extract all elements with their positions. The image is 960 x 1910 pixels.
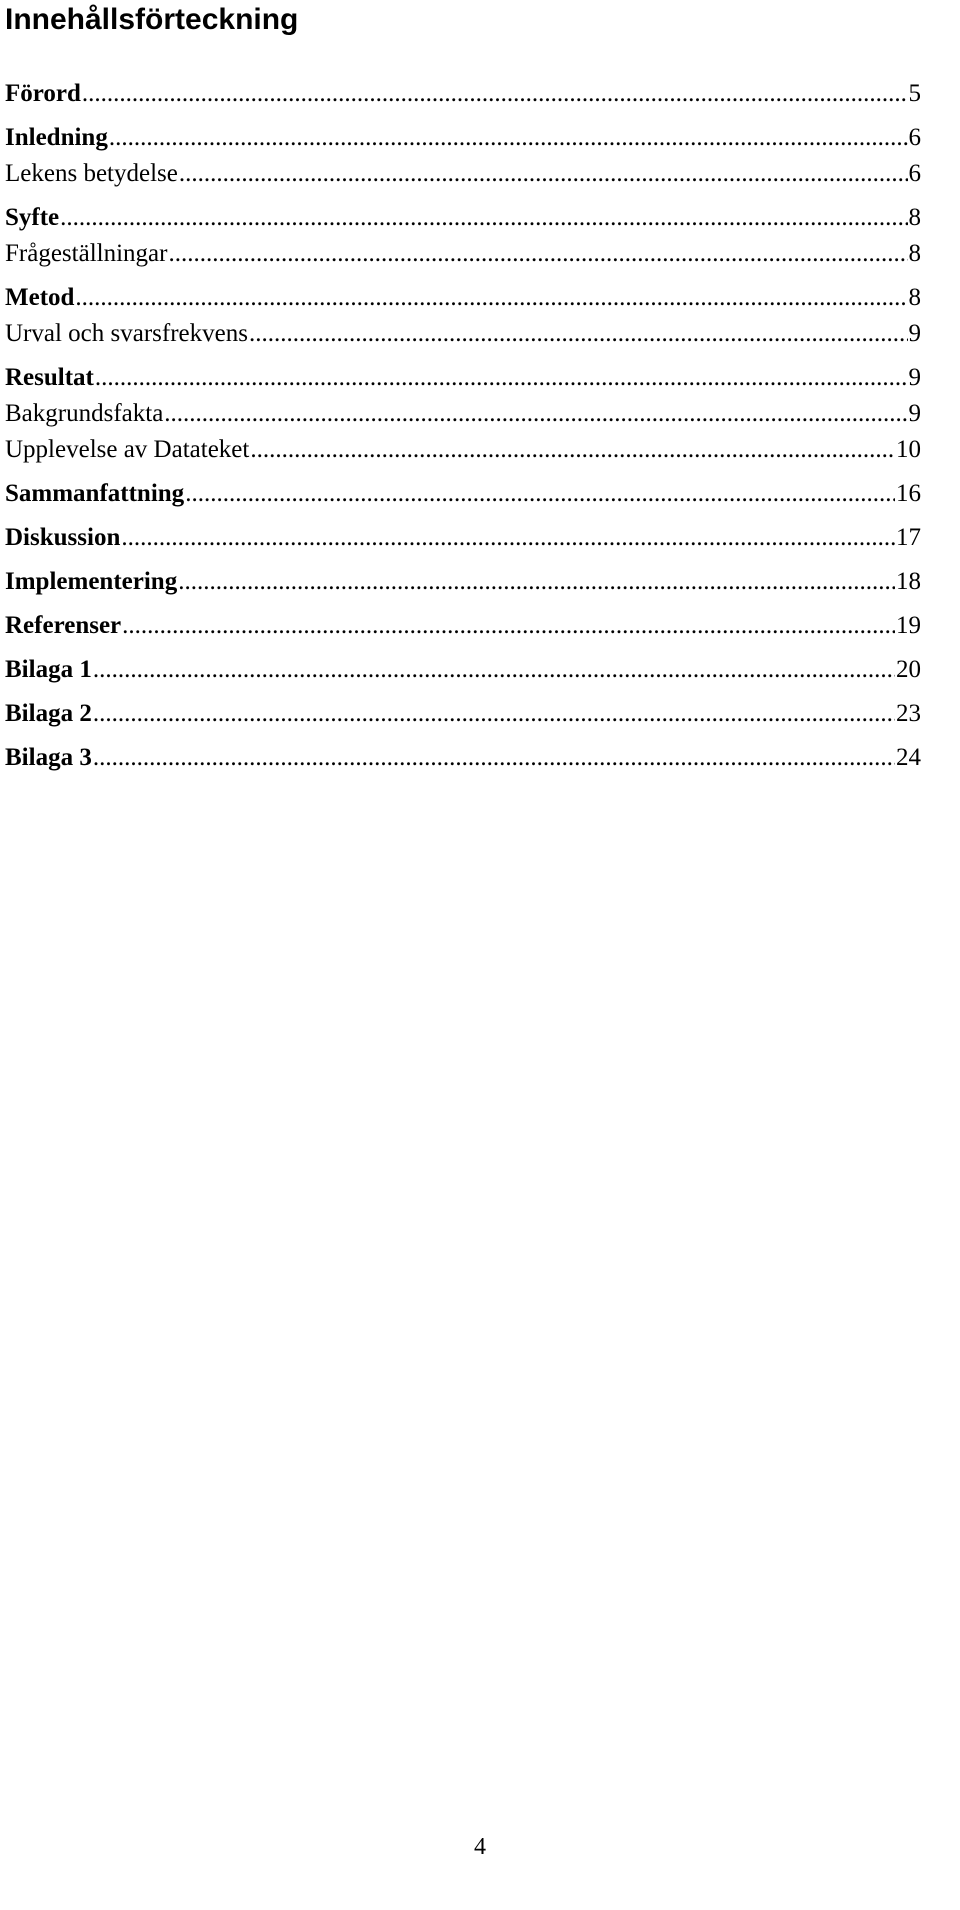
dot-leader (168, 236, 907, 272)
dot-leader (95, 360, 908, 396)
toc-entry-label: Urval och svarsfrekvens (5, 320, 248, 347)
toc-entry-page: 18 (896, 568, 921, 595)
dot-leader (164, 396, 907, 432)
toc-entry-label: Sammanfattning (5, 480, 185, 507)
toc-entry-page: 6 (908, 124, 921, 151)
toc-entry-label: Implementering (5, 568, 178, 595)
toc-entry-page: 17 (896, 524, 921, 551)
toc-entry-page: 19 (896, 612, 921, 639)
page-number: 4 (474, 1834, 486, 1860)
dot-leader (60, 200, 907, 236)
toc-entry-label: Bilaga 1 (5, 656, 92, 683)
dot-leader (75, 280, 907, 316)
dot-leader (93, 696, 895, 732)
toc-entry-label: Diskussion (5, 524, 121, 551)
dot-leader (178, 564, 895, 600)
toc-entry-forord[interactable] (5, 76, 921, 112)
toc-entry-label: Upplevelse av Datateket (5, 436, 250, 463)
toc-entry-page: 16 (896, 480, 921, 507)
toc-entry-metod[interactable] (5, 280, 921, 316)
toc-entry-inledning[interactable] (5, 120, 921, 156)
toc-entry-referenser[interactable] (5, 608, 921, 644)
toc-entry-page: 10 (896, 436, 921, 463)
toc-entry-lekens-betydelse[interactable] (5, 156, 921, 192)
toc-entry-label: Inledning (5, 124, 108, 151)
toc-entry-label: Bilaga 3 (5, 744, 92, 771)
toc-entry-bakgrundsfakta[interactable] (5, 396, 921, 432)
table-of-contents (5, 76, 921, 776)
toc-entry-label: Resultat (5, 364, 94, 391)
toc-entry-syfte[interactable] (5, 200, 921, 236)
toc-entry-page: 23 (896, 700, 921, 727)
toc-entry-implementering[interactable] (5, 564, 921, 600)
dot-leader (109, 120, 908, 156)
toc-entry-page: 8 (908, 284, 921, 311)
toc-entry-page: 9 (908, 400, 921, 427)
toc-entry-label: Referenser (5, 612, 122, 639)
dot-leader (93, 740, 895, 776)
toc-entry-page: 24 (896, 744, 921, 771)
toc-entry-page: 20 (896, 656, 921, 683)
toc-heading: Innehållsförteckning (5, 3, 299, 36)
toc-entry-bilaga-1[interactable] (5, 652, 921, 688)
dot-leader (93, 652, 895, 688)
toc-entry-label: Förord (5, 80, 81, 107)
toc-entry-bilaga-2[interactable] (5, 696, 921, 732)
toc-entry-upplevelse-av-datateket[interactable] (5, 432, 921, 468)
dot-leader (250, 432, 895, 468)
toc-entry-page: 8 (908, 204, 921, 231)
dot-leader (179, 156, 908, 192)
toc-entry-label: Bakgrundsfakta (5, 400, 164, 427)
dot-leader (185, 476, 895, 512)
toc-entry-fragestallningar[interactable] (5, 236, 921, 272)
toc-entry-label: Metod (5, 284, 75, 311)
toc-entry-bilaga-3[interactable] (5, 740, 921, 776)
toc-entry-page: 9 (908, 320, 921, 347)
toc-entry-urval-och-svarsfrekvens[interactable] (5, 316, 921, 352)
dot-leader (249, 316, 908, 352)
dot-leader (82, 76, 908, 112)
toc-entry-diskussion[interactable] (5, 520, 921, 556)
toc-entry-resultat[interactable] (5, 360, 921, 396)
toc-entry-label: Frågeställningar (5, 240, 168, 267)
toc-entry-label: Lekens betydelse (5, 160, 178, 187)
toc-entry-sammanfattning[interactable] (5, 476, 921, 512)
toc-entry-page: 9 (908, 364, 921, 391)
toc-entry-page: 6 (908, 160, 921, 187)
toc-entry-label: Syfte (5, 204, 60, 231)
toc-entry-page: 8 (908, 240, 921, 267)
toc-entry-label: Bilaga 2 (5, 700, 92, 727)
dot-leader (122, 608, 895, 644)
dot-leader (121, 520, 895, 556)
toc-entry-page: 5 (908, 80, 921, 107)
